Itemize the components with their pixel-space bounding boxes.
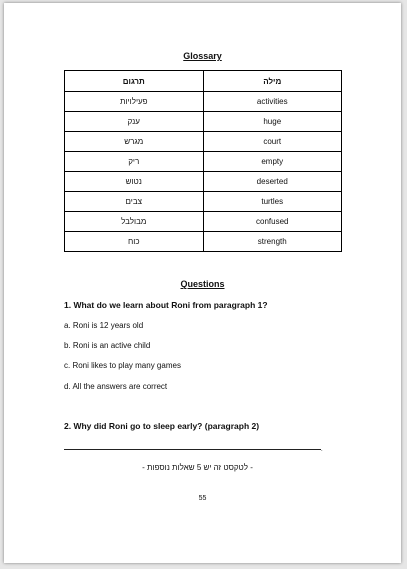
glossary-header-word: מילה — [203, 71, 342, 92]
question-1-option-d: d. All the answers are correct — [64, 382, 168, 391]
glossary-table — [64, 70, 342, 252]
additional-questions-note: - לטקסט זה יש 5 שאלות נוספות - — [142, 463, 253, 472]
glossary-word-cell: activities — [203, 92, 342, 112]
table-row — [65, 132, 342, 152]
table-row — [65, 192, 342, 212]
glossary-word-cell: confused — [203, 212, 342, 232]
question-1: 1. What do we learn about Roni from paragraph 1? — [64, 300, 268, 310]
glossary-title: Glossary — [183, 51, 222, 61]
answer-line-end: . — [321, 447, 323, 453]
question-1-option-c: c. Roni likes to play many games — [64, 361, 181, 370]
table-row — [65, 112, 342, 132]
table-row — [65, 172, 342, 192]
glossary-word-cell: strength — [203, 232, 342, 252]
question-1-option-a: a. Roni is 12 years old — [64, 321, 144, 330]
table-row — [65, 212, 342, 232]
glossary-translation-cell: מגרש — [65, 132, 204, 152]
document-page — [4, 3, 401, 563]
question-2: 2. Why did Roni go to sleep early? (paragraph 2) — [64, 421, 260, 431]
glossary-word-cell: empty — [203, 152, 342, 172]
glossary-word-cell: turtles — [203, 192, 342, 212]
glossary-translation-cell: כוח — [65, 232, 204, 252]
answer-line — [64, 449, 321, 450]
glossary-translation-cell: ענק — [65, 112, 204, 132]
glossary-translation-cell: פעילויות — [65, 92, 204, 112]
table-row — [65, 152, 342, 172]
table-row — [65, 92, 342, 112]
page-number: 55 — [198, 495, 207, 502]
glossary-header-translation: תרגום — [65, 71, 204, 92]
glossary-word-cell: deserted — [203, 172, 342, 192]
glossary-word-cell: huge — [203, 112, 342, 132]
question-1-option-b: b. Roni is an active child — [64, 341, 151, 350]
glossary-word-cell: court — [203, 132, 342, 152]
glossary-header-row — [65, 71, 342, 92]
questions-title: Questions — [180, 279, 225, 289]
table-row — [65, 232, 342, 252]
glossary-translation-cell: צבים — [65, 192, 204, 212]
glossary-translation-cell: מבולבל — [65, 212, 204, 232]
glossary-translation-cell: נטוש — [65, 172, 204, 192]
glossary-translation-cell: ריק — [65, 152, 204, 172]
